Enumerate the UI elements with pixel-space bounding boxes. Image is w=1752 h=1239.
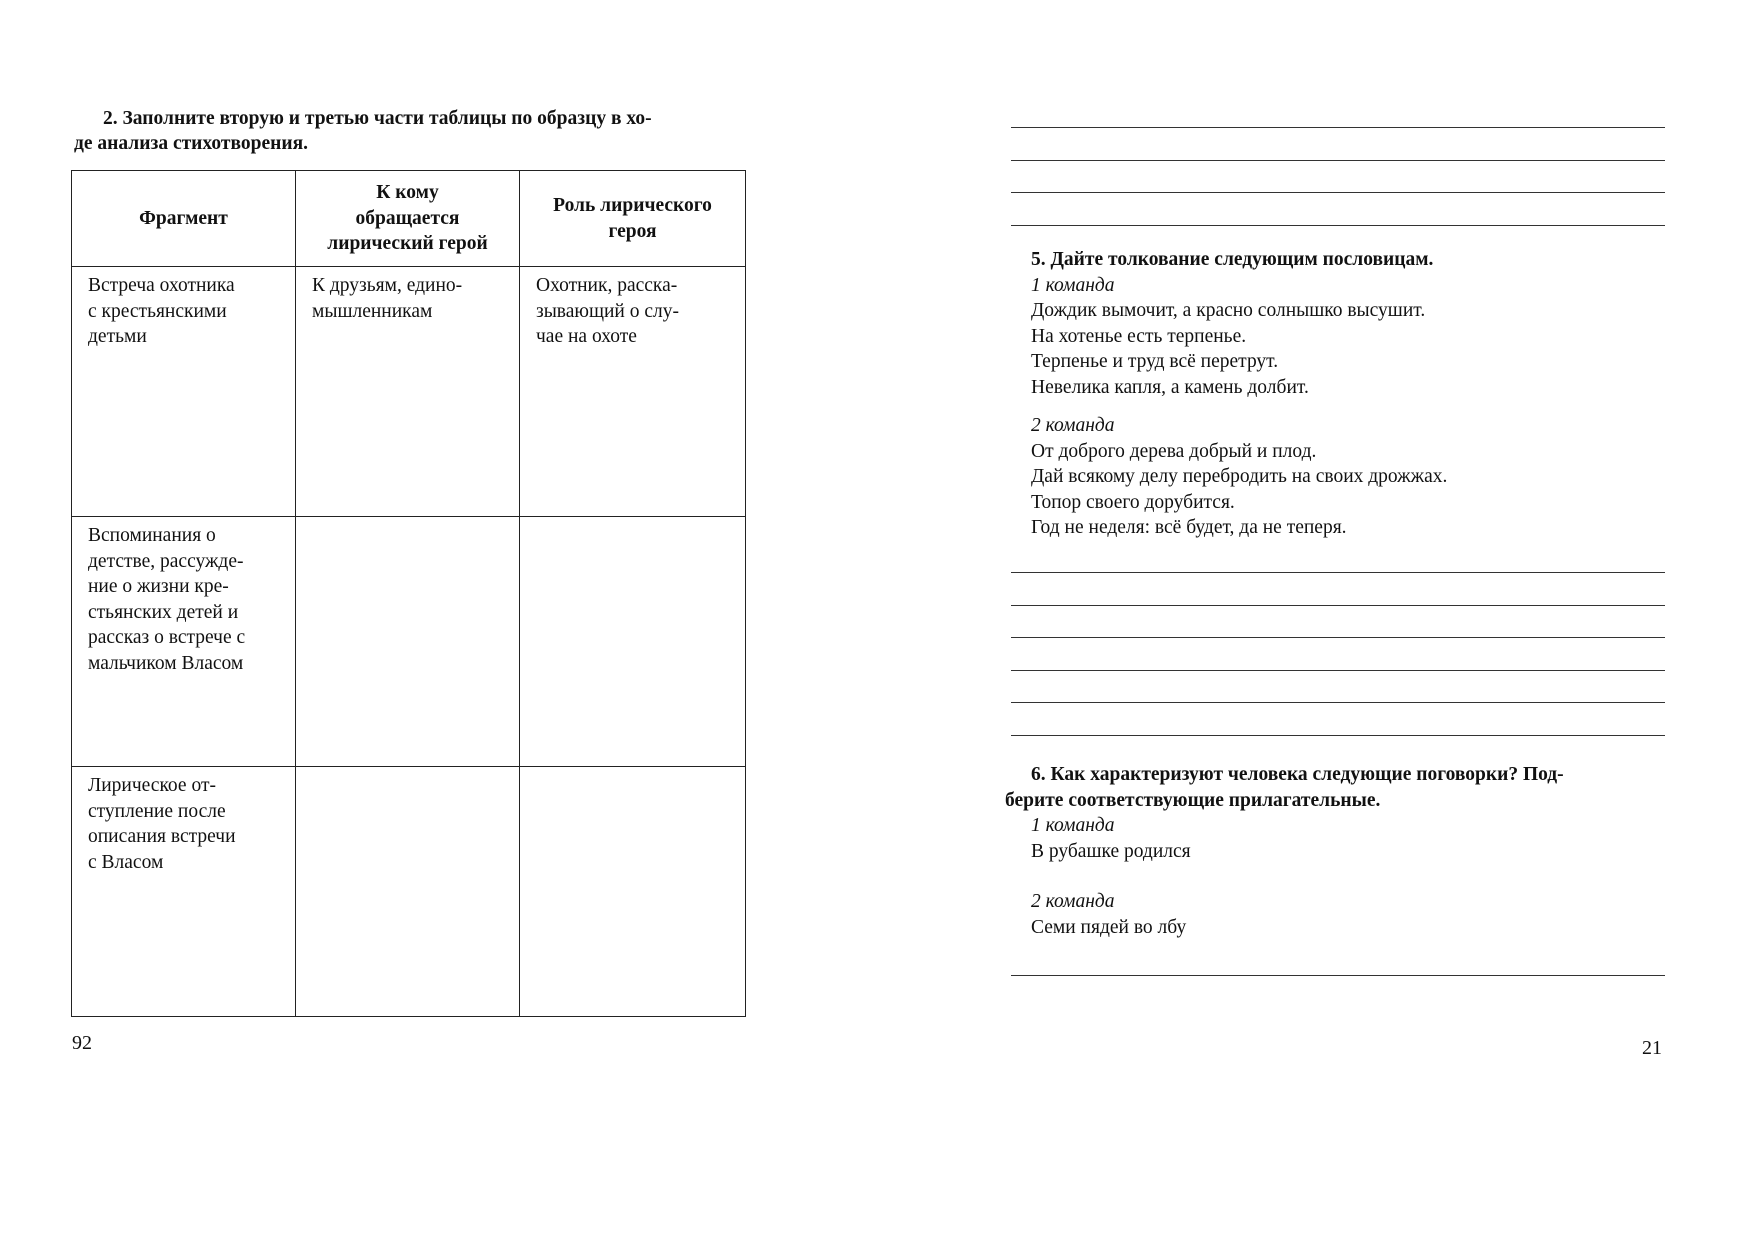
page-number-left: 92	[72, 1032, 92, 1054]
cell-addressee-empty[interactable]	[296, 517, 520, 767]
cell-fragment	[72, 767, 296, 1017]
answer-line[interactable]	[1011, 735, 1665, 736]
table-row	[72, 267, 746, 517]
proverb-item: Дай всякому делу перебродить на своих дрожжах.	[1031, 466, 1448, 487]
cell-line: Встреча охотника	[88, 275, 235, 296]
saying-item: Семи пядей во лбу	[1031, 916, 1187, 938]
answer-line[interactable]	[1011, 975, 1665, 976]
answer-line[interactable]	[1011, 127, 1665, 128]
header-fragment	[72, 171, 296, 267]
task-5-heading: 5. Дайте толкование следующим пословицам.	[1031, 249, 1434, 270]
task-2-heading-line-2: де анализа стихотворения.	[74, 133, 309, 154]
answer-line[interactable]	[1011, 702, 1665, 703]
cell-line: зывающий о слу-	[536, 300, 679, 322]
cell-role-empty[interactable]	[520, 767, 746, 1017]
cell-line: с крестьянскими	[88, 300, 227, 322]
task-6-team-1	[1031, 813, 1191, 864]
cell-line: стьянских детей и	[88, 601, 239, 623]
team-1-label: 1 команда	[1031, 815, 1115, 836]
cell-line: описания встречи	[88, 826, 236, 847]
cell-line: детстве, рассужде-	[88, 550, 244, 572]
table-row	[72, 517, 746, 767]
task-2-heading-line-1: 2. Заполните вторую и третью части таблицы по образцу в хо-	[103, 108, 652, 129]
cell-role[interactable]	[520, 267, 746, 517]
header-role-line: Роль лирического	[553, 195, 712, 216]
task-2-heading	[74, 106, 744, 156]
cell-fragment	[72, 517, 296, 767]
task-6-team-2	[1031, 889, 1186, 940]
answer-line[interactable]	[1011, 637, 1665, 638]
proverb-item: Дождик вымочит, а красно солнышко высушит.	[1031, 300, 1426, 321]
proverb-item: Год не неделя: всё будет, да не теперя.	[1031, 517, 1347, 538]
task-5	[1031, 247, 1433, 400]
cell-line: Охотник, расска-	[536, 275, 678, 296]
header-addressee-line: К кому	[376, 182, 439, 204]
page-number-right: 21	[1642, 1037, 1662, 1059]
answer-line[interactable]	[1011, 605, 1665, 606]
proverb-item: Невелика капля, а камень долбит.	[1031, 376, 1309, 398]
task-6-heading-line-1: 6. Как характеризуют человека следующие поговорки? Под-	[1031, 764, 1564, 785]
cell-line: ступление после	[88, 800, 226, 822]
header-fragment-text: Фрагмент	[139, 207, 228, 229]
answer-line[interactable]	[1011, 572, 1665, 573]
cell-fragment	[72, 267, 296, 517]
header-role-line: героя	[608, 220, 657, 242]
cell-line: рассказ о встрече с	[88, 627, 246, 648]
task-6-heading-line-2: берите соответствующие прилагательные.	[1005, 789, 1381, 811]
right-page	[876, 0, 1752, 1239]
cell-addressee-empty[interactable]	[296, 767, 520, 1017]
cell-line: ние о жизни кре-	[88, 576, 229, 597]
cell-line: детьми	[88, 326, 147, 347]
team-1-label: 1 команда	[1031, 274, 1115, 296]
cell-line: мальчиком Власом	[88, 652, 244, 674]
team-2-label: 2 команда	[1031, 891, 1115, 912]
answer-line[interactable]	[1011, 192, 1665, 193]
cell-line: с Власом	[88, 851, 164, 873]
answer-line[interactable]	[1011, 160, 1665, 161]
team-2-label: 2 команда	[1031, 415, 1115, 436]
analysis-table	[71, 170, 746, 1017]
task-6	[1005, 762, 1667, 813]
cell-line: К друзьям, едино-	[312, 275, 463, 296]
cell-line: мышленникам	[312, 300, 433, 322]
cell-line: чае на охоте	[536, 326, 637, 347]
cell-role-empty[interactable]	[520, 517, 746, 767]
table-row	[72, 767, 746, 1017]
task-5-team-2	[1031, 413, 1447, 541]
cell-addressee[interactable]	[296, 267, 520, 517]
table-header-row	[72, 171, 746, 267]
proverb-item: Терпенье и труд всё перетрут.	[1031, 351, 1279, 372]
answer-line[interactable]	[1011, 225, 1665, 226]
proverb-item: От доброго дерева добрый и плод.	[1031, 440, 1317, 462]
answer-line[interactable]	[1011, 670, 1665, 671]
header-role	[520, 171, 746, 267]
header-addressee-line: обращается	[355, 207, 460, 229]
saying-item: В рубашке родился	[1031, 840, 1191, 862]
header-addressee-line: лирический герой	[327, 233, 488, 255]
proverb-item: На хотенье есть терпенье.	[1031, 325, 1247, 347]
header-addressee	[296, 171, 520, 267]
proverb-item: Топор своего дорубится.	[1031, 491, 1235, 513]
task-6-heading	[1005, 762, 1667, 813]
cell-line: Лирическое от-	[88, 775, 216, 796]
cell-line: Вспоминания о	[88, 525, 216, 546]
